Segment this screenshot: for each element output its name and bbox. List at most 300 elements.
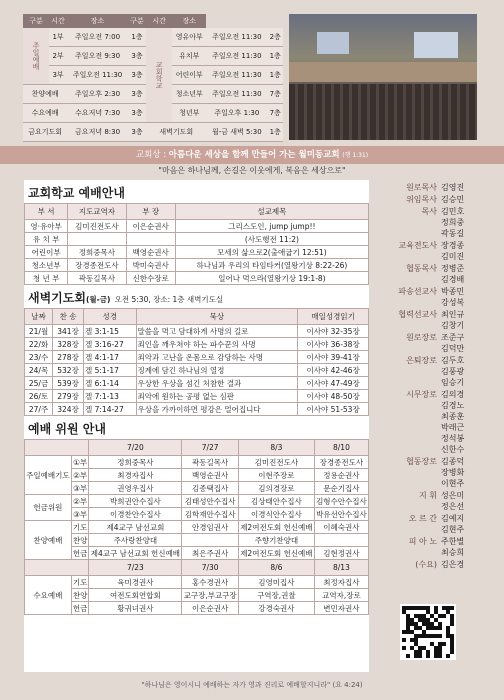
roles-value: 이현주장로	[238, 469, 314, 482]
table-row	[25, 576, 369, 589]
roles-date: 7/27	[182, 440, 239, 456]
table-row	[25, 602, 369, 615]
staff-name: 김종덕	[441, 457, 465, 466]
roles-date: 8/3	[238, 440, 314, 456]
school-dept: 청 년 부	[25, 272, 68, 285]
schedule-time: 주일오전 11:30	[67, 66, 128, 85]
table-row	[25, 220, 369, 233]
banner-text: 아름다운 세상을 함께 만들어 가는 월미동교회	[168, 150, 340, 160]
staff-name: 주한별	[441, 537, 465, 546]
qr-code[interactable]	[400, 604, 456, 660]
roles-value: 김학재안수집사	[182, 508, 239, 521]
roles-value: 김형수안수집사	[316, 496, 367, 506]
staff-name: 박래근	[441, 423, 465, 432]
roles-category: 수요예배	[25, 576, 72, 615]
roles-date-row	[25, 440, 369, 456]
schedule-row	[23, 28, 283, 47]
staff-row	[372, 182, 492, 193]
roles-part: 기도	[72, 577, 88, 587]
dawn-med: 우상을 가까이하면 평강은 멀어집니다	[136, 403, 298, 416]
school-head: 박미숙권사	[126, 259, 175, 272]
staff-role: 원로목사	[406, 183, 437, 192]
roles-value: 여전도회연합회	[89, 589, 182, 602]
staff-name: 김의경	[441, 390, 465, 399]
roles-value: 정용순권사	[314, 469, 368, 482]
table-row	[25, 246, 369, 259]
dawn-read: 이사야 48-50장	[298, 390, 369, 403]
staff-row	[372, 240, 492, 262]
staff-role: 협동목사	[406, 264, 437, 273]
staff-name: 김영진	[441, 183, 465, 192]
dawn-date: 27/주	[25, 403, 53, 416]
roles-date: 8/6	[238, 560, 314, 576]
dawn-bible: 겔 4:1-17	[84, 351, 137, 364]
dawn-hymn: 279장	[53, 390, 84, 403]
church-photo	[289, 14, 477, 140]
dawn-med: 징계에 담긴 하나님의 열정	[136, 364, 298, 377]
dawn-bible: 겔 3:16-27	[84, 338, 137, 351]
school-leader: 장경종전도사	[68, 259, 126, 272]
table-row	[25, 469, 369, 482]
roles-part: 기도	[72, 522, 88, 532]
roles-value: 황귀녀권사	[89, 602, 182, 615]
banner-label: 교회상 :	[135, 150, 167, 160]
dawn-med: 말씀을 먹고 담대하게 사명의 길로	[136, 325, 298, 338]
schedule-place: 2층	[267, 28, 283, 47]
footer-verse: "하나님은 영이시니 예배하는 자가 영과 진리로 예배할지니라" (요 4:24)	[141, 681, 363, 689]
staff-row	[372, 332, 492, 354]
table-row	[25, 508, 369, 521]
roles-value: 김영미집사	[238, 576, 314, 589]
roles-part: ②부	[73, 496, 88, 506]
staff-role: 은퇴장로	[406, 356, 437, 365]
schedule-header: 장소	[172, 14, 206, 28]
roles-value: 홍수경권사	[182, 576, 239, 589]
roles-value: 변민자권사	[314, 602, 368, 615]
schedule-name: 어린이부	[172, 66, 206, 85]
table-row	[25, 338, 369, 351]
schedule-name: 새벽기도회	[146, 123, 206, 142]
school-sermon: 그리스도인, jump jump!!	[175, 220, 368, 233]
staff-name: 강성복	[441, 298, 465, 307]
roles-category: 주일예배기도	[25, 456, 72, 495]
schedule-name: 청소년부	[172, 85, 206, 104]
table-row	[25, 272, 369, 285]
roles-part: ①부	[73, 457, 88, 467]
schedule-place: 3층	[128, 85, 146, 104]
staff-row	[372, 309, 492, 331]
school-leader: 김미진전도사	[68, 220, 126, 233]
roles-value: 백영순권사	[182, 469, 239, 482]
dawn-header: 찬 송	[53, 309, 84, 325]
staff-name: 성은미	[441, 491, 465, 500]
staff-names	[441, 263, 464, 285]
schedule-time: 주일오전 11:30	[206, 28, 267, 47]
staff-name: 김예지	[441, 514, 465, 523]
staff-name: 신한수	[441, 445, 465, 454]
roles-value: 강경숙권사	[238, 602, 314, 615]
staff-names	[441, 513, 464, 535]
staff-name: 김승민	[441, 195, 465, 204]
table-row	[25, 547, 369, 560]
roles-value: 이혜숙권사	[314, 521, 368, 534]
schedule-category: 주일예배	[23, 28, 49, 85]
dawn-header: 매일성경읽기	[298, 309, 369, 325]
staff-row	[372, 513, 492, 535]
dawn-date: 25/금	[25, 377, 53, 390]
roles-value: 이은순권사	[182, 602, 239, 615]
roles-part: 헌금	[72, 603, 88, 613]
staff-role: 목사	[421, 207, 437, 216]
roles-value: 이경찬안수집사	[89, 508, 182, 521]
schedule-time: 월-금 새벽 5:30	[206, 123, 267, 142]
roles-corner	[25, 560, 89, 576]
staff-name: 김창기	[441, 321, 465, 330]
staff-name: 최승희	[441, 548, 465, 557]
staff-row	[372, 355, 492, 388]
school-head	[126, 233, 175, 246]
roles-value: 박희권안수집사	[89, 495, 182, 508]
staff-name: 최종훈	[441, 412, 465, 421]
staff-name: 김현주	[441, 525, 465, 534]
roles-date-row	[25, 560, 369, 576]
staff-row	[372, 206, 492, 239]
table-row	[25, 233, 369, 246]
staff-names	[441, 355, 464, 388]
roles-value	[182, 534, 239, 547]
staff-role: 원로장로	[406, 333, 437, 342]
roles-value: 김의경장로	[238, 482, 314, 495]
staff-role: 협력선교사	[398, 310, 437, 319]
roles-value: 장경종전도사	[314, 456, 368, 469]
staff-name: 김은경	[441, 560, 465, 569]
schedule-header: 구분	[23, 14, 49, 28]
roles-value: 곽동길목사	[182, 456, 239, 469]
staff-list	[372, 182, 492, 571]
banner-ref: (행 1:31)	[342, 152, 369, 159]
roles-value: 김태성안수집사	[182, 495, 239, 508]
table-row	[25, 589, 369, 602]
staff-name: 장병화	[441, 468, 465, 477]
dawn-date: 23/수	[25, 351, 53, 364]
staff-role: 오 르 간	[408, 514, 437, 523]
roles-value: 김현정권사	[314, 547, 368, 560]
school-leader: 곽동길목사	[68, 272, 126, 285]
staff-names	[441, 194, 464, 205]
schedule-place: 3층	[128, 47, 146, 66]
dawn-date: 26/토	[25, 390, 53, 403]
dawn-read: 이사야 51-53장	[298, 403, 369, 416]
school-header: 부 서	[25, 204, 68, 220]
staff-names	[441, 332, 464, 354]
dawn-read: 이사야 39-41장	[298, 351, 369, 364]
staff-role: 피 아 노	[408, 537, 437, 546]
staff-row	[372, 263, 492, 285]
staff-names	[441, 389, 464, 455]
staff-name: 장경종	[441, 241, 465, 250]
table-row	[25, 403, 369, 416]
roles-value: 김미진전도사	[238, 456, 314, 469]
staff-names	[441, 309, 464, 331]
dawn-med: 죄인을 깨우쳐야 하는 파수꾼의 사명	[136, 338, 298, 351]
roles-date: 7/23	[89, 560, 182, 576]
roles-value: 최은주권사	[182, 547, 239, 560]
roles-category: 찬양예배	[25, 521, 72, 560]
dawn-hymn: 532장	[53, 364, 84, 377]
dawn-bible: 겔 5:1-17	[84, 364, 137, 377]
staff-role: 위임목사	[406, 195, 437, 204]
roles-value	[314, 534, 368, 547]
worship-schedule	[23, 14, 283, 142]
school-dept: 어린이부	[25, 246, 68, 259]
dawn-bible: 겔 7:14-27	[84, 403, 137, 416]
dawn-date: 22/화	[25, 338, 53, 351]
schedule-place: 3층	[128, 104, 146, 123]
school-dept: 청소년부	[25, 259, 68, 272]
dawn-hymn: 341장	[53, 325, 84, 338]
staff-names	[441, 240, 464, 262]
dawn-date: 21/월	[25, 325, 53, 338]
staff-name: 이현주	[441, 479, 465, 488]
roles-title: 예배 위원 안내	[28, 422, 106, 436]
school-dept: 유 치 부	[25, 233, 68, 246]
staff-name: 정병준	[441, 264, 465, 273]
roles-date: 8/13	[314, 560, 368, 576]
staff-role: 교육전도사	[398, 241, 437, 250]
school-table	[24, 203, 369, 285]
school-dept: 영·유아부	[25, 220, 68, 233]
schedule-header: 장소	[67, 14, 128, 28]
roles-part: ③부	[73, 509, 88, 519]
school-leader: 정희중목사	[68, 246, 126, 259]
roles-value: 교구장,부교구장	[183, 590, 237, 600]
dawn-read: 이사야 47-49장	[298, 377, 369, 390]
dawn-read: 이사야 42-46장	[298, 364, 369, 377]
schedule-row	[23, 123, 283, 142]
staff-role: (수요)	[415, 560, 437, 569]
roles-part: 찬양	[72, 535, 88, 545]
dawn-header: 날짜	[25, 309, 53, 325]
staff-row	[372, 536, 492, 558]
schedule-time: 금요저녁 8:30	[67, 123, 128, 142]
main-panel	[24, 180, 369, 672]
schedule-time: 수요저녁 7:30	[67, 104, 128, 123]
table-row	[25, 495, 369, 508]
staff-row	[372, 456, 492, 489]
roles-value: 최경자집사	[89, 469, 182, 482]
table-row	[25, 325, 369, 338]
school-leader	[68, 233, 126, 246]
staff-name: 김두호	[441, 356, 465, 365]
dawn-hymn: 328장	[53, 338, 84, 351]
dawn-bible: 겔 3:1-15	[84, 325, 137, 338]
table-row	[25, 390, 369, 403]
staff-names	[441, 536, 464, 558]
staff-role: 지 휘	[419, 491, 437, 500]
dawn-date: 24/목	[25, 364, 53, 377]
schedule-header: 구분	[128, 14, 146, 28]
school-header: 부 장	[126, 204, 175, 220]
schedule-time: 주일오전 9:30	[67, 47, 128, 66]
schedule-time: 주일오전 11:30	[206, 66, 267, 85]
school-header: 설교제목	[175, 204, 368, 220]
roles-value: 제2여전도회 헌신예배	[240, 522, 313, 532]
dawn-title: 새벽기도회(월-금) 오전 5:30, 장소: 1층 새벽기도실	[28, 291, 224, 305]
roles-value: 육미경권사	[89, 576, 182, 589]
schedule-name: 영유아부	[172, 28, 206, 47]
staff-names	[441, 286, 464, 308]
table-row	[25, 521, 369, 534]
school-head: 신한수장로	[126, 272, 175, 285]
roles-value: 문순기집사	[314, 482, 368, 495]
roles-table	[24, 439, 369, 615]
staff-name: 정희중	[441, 218, 465, 227]
school-header: 지도교역자	[68, 204, 126, 220]
table-row	[25, 534, 369, 547]
roles-date: 7/20	[89, 440, 182, 456]
staff-name: 곽동길	[441, 229, 465, 238]
roles-value: 안경임권사	[182, 521, 239, 534]
schedule-name: 1부	[49, 28, 67, 47]
roles-part: ②부	[73, 470, 88, 480]
schedule-place: 1층	[128, 28, 146, 47]
schedule-name: 청년부	[172, 104, 206, 123]
staff-names	[441, 456, 464, 489]
staff-name: 조준구	[441, 333, 465, 342]
roles-part: 헌금	[72, 548, 88, 558]
dawn-bible: 겔 6:1-14	[84, 377, 137, 390]
roles-corner	[25, 440, 89, 456]
roles-date: 8/10	[314, 440, 368, 456]
dawn-read: 이사야 36-38장	[298, 338, 369, 351]
staff-name: 김풍광	[441, 367, 465, 376]
school-title: 교회학교 예배안내	[28, 186, 125, 200]
schedule-name: 찬양예배	[23, 85, 67, 104]
schedule-time: 주일오전 7:00	[67, 28, 128, 47]
schedule-place: 1층	[267, 123, 283, 142]
roles-value: 주사랑찬양대	[89, 534, 182, 547]
roles-value: 교역자,장로	[314, 589, 368, 602]
schedule-time: 주일오후 2:30	[67, 85, 128, 104]
staff-role: 협동장로	[406, 457, 437, 466]
roles-value: 주향기찬양대	[238, 534, 314, 547]
table-row	[25, 364, 369, 377]
roles-value: 김상태안수집사	[238, 495, 314, 508]
roles-category: 헌금위원	[25, 495, 72, 521]
dawn-header: 묵상	[136, 309, 298, 325]
schedule-header: 시간	[49, 14, 67, 28]
roles-value: 제4교구 남선교회 헌신예배	[90, 548, 181, 558]
staff-names	[441, 490, 464, 512]
table-row	[25, 456, 369, 469]
staff-name: 김경배	[441, 275, 465, 284]
dawn-bible: 겔 7:1-13	[84, 390, 137, 403]
roles-value: 김종택집사	[182, 482, 239, 495]
dawn-med: 죄악과 고난을 온몸으로 감당하는 사명	[136, 351, 298, 364]
schedule-place: 1층	[267, 47, 283, 66]
roles-value: 정희중목사	[89, 456, 182, 469]
schedule-place: 7층	[267, 104, 283, 123]
roles-value: 최정자집사	[314, 576, 368, 589]
staff-name: 정석봉	[441, 434, 465, 443]
schedule-name: 2부	[49, 47, 67, 66]
schedule-category: 교회학교	[146, 28, 172, 123]
roles-date: 7/30	[182, 560, 239, 576]
staff-name: 김민호	[441, 207, 465, 216]
church-vision-banner	[0, 146, 504, 164]
schedule-time: 주일오전 11:30	[206, 85, 267, 104]
dawn-hymn: 324장	[53, 403, 84, 416]
school-sermon: (사도행전 11:2)	[175, 233, 368, 246]
schedule-place: 3층	[128, 123, 146, 142]
schedule-name: 금요기도회	[23, 123, 67, 142]
school-head: 백영순권사	[126, 246, 175, 259]
schedule-name: 3부	[49, 66, 67, 85]
roles-value: 제4교구 남선교회	[89, 521, 182, 534]
schedule-place: 1층	[267, 66, 283, 85]
dawn-read: 이사야 32-35장	[298, 325, 369, 338]
roles-part: 찬양	[72, 590, 88, 600]
staff-role: 시무장로	[406, 390, 437, 399]
table-row	[25, 482, 369, 495]
schedule-name: 유치부	[172, 47, 206, 66]
staff-row	[372, 559, 492, 570]
school-sermon: 하나님과 우리의 타임타커(열왕기상 8:22-26)	[175, 259, 368, 272]
church-motto: "마음은 하나님께, 손길은 이웃에게, 복음은 세상으로"	[158, 166, 346, 175]
staff-name: 김미진	[441, 252, 465, 261]
staff-names	[441, 182, 464, 193]
staff-row	[372, 286, 492, 308]
staff-name: 정은선	[441, 502, 465, 511]
schedule-header: 시간	[146, 14, 172, 28]
dawn-header: 성경	[84, 309, 137, 325]
roles-value: 박유선안수집사	[316, 509, 367, 519]
roles-value: 제2여전도회 헌신예배	[240, 548, 313, 558]
schedule-place: 3층	[128, 66, 146, 85]
dawn-hymn: 539장	[53, 377, 84, 390]
table-row	[25, 351, 369, 364]
schedule-name: 수요예배	[23, 104, 67, 123]
schedule-place: 7층	[267, 85, 283, 104]
dawn-med: 죄악에 원하는 공평 없는 심판	[136, 390, 298, 403]
staff-row	[372, 490, 492, 512]
roles-value: 구역장,권찰	[238, 589, 314, 602]
roles-value: 이경식안수집사	[238, 508, 314, 521]
staff-names	[441, 559, 464, 570]
roles-part: ③부	[73, 483, 88, 493]
roles-value: 권영우집사	[89, 482, 182, 495]
school-head: 이은순권사	[126, 220, 175, 233]
table-row	[25, 259, 369, 272]
staff-name: 김덕만	[441, 344, 465, 353]
dawn-med: 우상한 우상을 섬긴 처참한 결과	[136, 377, 298, 390]
staff-name: 최인규	[441, 310, 465, 319]
schedule-time: 주일오전 11:30	[206, 47, 267, 66]
staff-name: 임승기	[441, 378, 465, 387]
staff-row	[372, 389, 492, 455]
schedule-time: 주일오후 1:30	[206, 104, 267, 123]
staff-names	[441, 206, 464, 239]
table-row	[25, 377, 369, 390]
dawn-table	[24, 308, 369, 416]
staff-role: 파송선교사	[398, 287, 437, 296]
school-sermon: 일어나 먹으라(열왕기상 19:1-8)	[175, 272, 368, 285]
staff-row	[372, 194, 492, 205]
dawn-hymn: 278장	[53, 351, 84, 364]
staff-name: 박종민	[441, 287, 465, 296]
school-sermon: 모세의 삶으로2(출애굽기 12:51)	[175, 246, 368, 259]
staff-name: 김경노	[441, 401, 465, 410]
